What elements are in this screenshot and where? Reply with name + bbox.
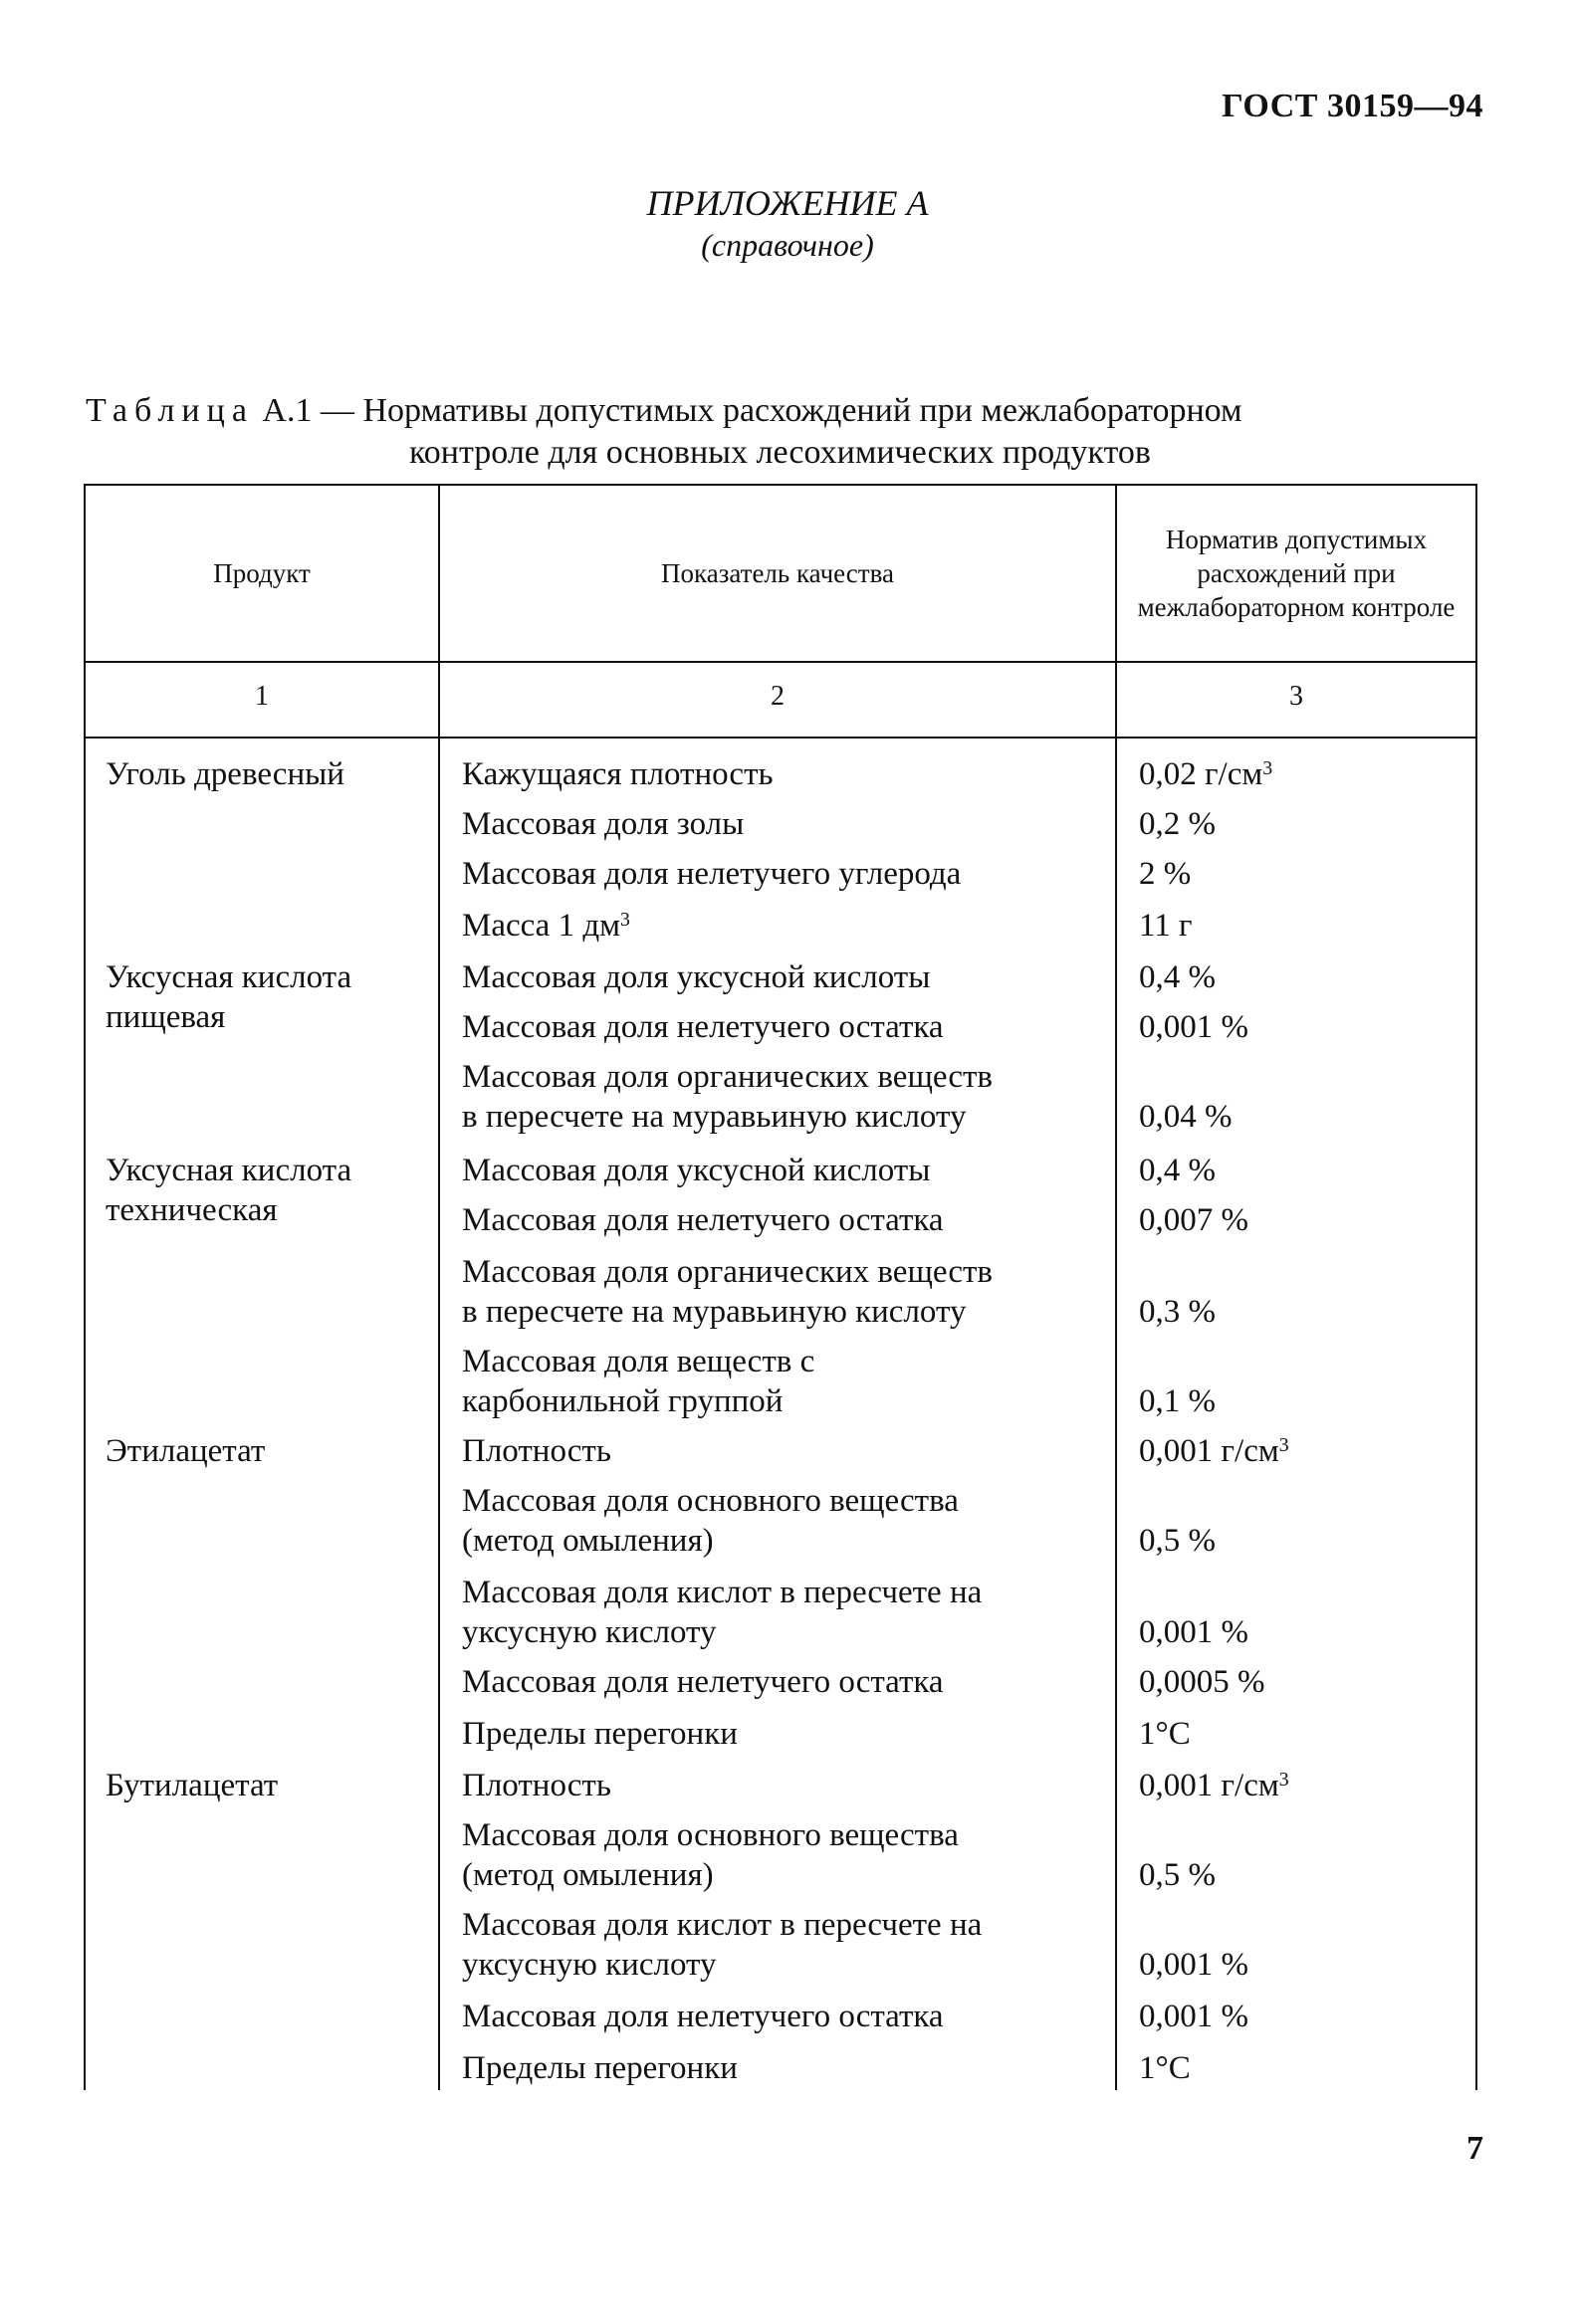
indicator-line: Кажущаяся плотность [462,756,774,792]
norms-table [84,484,1477,2090]
indicator-line: Массовая доля нелетучего остатка [462,1999,944,2034]
product-label: техническая [106,1192,278,1228]
col-line-right [1475,484,1477,2090]
product-label: Этилацетат [106,1433,266,1469]
product-label: Бутилацетат [106,1768,279,1803]
norm-text: 0,02 г/см [1139,756,1263,792]
standard-code: ГОСТ 30159—94 [1222,88,1483,124]
header-divider [84,661,1477,663]
indicator-line: (метод омыления) [462,1857,714,1893]
col-line-1 [438,484,440,2090]
col-line-2 [1115,484,1117,2090]
indicator-line: Массовая доля нелетучего углерода [462,856,962,892]
column-number-3: 3 [1289,681,1303,712]
norm-value: 0,0005 % [1139,1664,1265,1700]
norm-value: 0,3 % [1139,1294,1216,1330]
caption-label: Таблица [86,392,254,429]
product-label: Уксусная кислота [106,1153,352,1188]
indicator-line: Массовая доля органических веществ [462,1059,993,1095]
indicator-line: Массовая доля нелетучего остатка [462,1664,944,1700]
indicator-line [462,906,630,946]
column-number-2: 2 [771,681,785,712]
norm-value: 0,001 % [1139,1009,1248,1045]
norm-value: 0,001 % [1139,1947,1248,1983]
numbers-divider [84,737,1477,739]
norm-value: 0,4 % [1139,1153,1216,1188]
table-caption [86,390,1499,474]
indicator-line: Массовая доля кислот в пересчете на [462,1575,983,1610]
superscript: 3 [1278,1769,1289,1791]
indicator-line: уксусную кислоту [462,1947,717,1983]
indicator-line: Массовая доля нелетучего остатка [462,1009,944,1045]
norm-value: 0,1 % [1139,1383,1216,1419]
indicator-line: Пределы перегонки [462,1716,738,1752]
norm-value: 0,007 % [1139,1202,1248,1238]
superscript: 3 [1262,757,1273,779]
product-label: Уксусная кислота [106,959,352,995]
norm-value: 0,5 % [1139,1857,1216,1893]
page-number: 7 [1466,2130,1483,2167]
indicator-line: уксусную кислоту [462,1614,717,1650]
appendix-title: ПРИЛОЖЕНИЕ А [646,183,929,223]
caption-title: А.1 — Нормативы допустимых расхождений при межлабораторном [262,392,1242,429]
norm-text: 0,001 г/см [1139,1433,1279,1469]
col-line-left [84,484,86,2090]
indicator-line: Массовая доля уксусной кислоты [462,1153,931,1188]
indicator-line: Массовая доля основного вещества [462,1483,959,1519]
header-norm: Норматив допустимых расхождений при межлабораторном контроле [1137,525,1456,622]
norm-value: 0,2 % [1139,806,1216,842]
norm-value [1139,1766,1289,1805]
header-product: Продукт [213,558,311,588]
column-number-1: 1 [255,681,269,712]
indicator-line: Массовая доля основного вещества [462,1817,959,1853]
header-indicator: Показатель качества [661,558,894,588]
indicator-text: Масса 1 дм [462,908,621,944]
superscript: 3 [620,909,630,931]
indicator-line: Массовая доля органических веществ [462,1254,993,1290]
appendix-heading [0,181,1575,265]
indicator-line: карбонильной группой [462,1383,784,1419]
norm-value: 0,5 % [1139,1523,1216,1559]
norm-text: 0,001 г/см [1139,1768,1279,1803]
indicator-line: Пределы перегонки [462,2050,738,2086]
caption-title-line2: контроле для основных лесохимических продуктов [409,434,1151,471]
indicator-line: Плотность [462,1768,611,1803]
appendix-type: (справочное) [701,227,874,263]
product-label: Уголь древесный [106,756,344,792]
norm-value [1139,1431,1289,1471]
norm-value: 0,001 % [1139,1614,1248,1650]
superscript: 3 [1278,1434,1289,1456]
indicator-line: Массовая доля уксусной кислоты [462,959,931,995]
indicator-line: в пересчете на муравьиную кислоту [462,1294,967,1330]
norm-value: 1°C [1139,1716,1191,1752]
norm-value: 0,4 % [1139,959,1216,995]
indicator-line: Массовая доля золы [462,806,745,842]
indicator-line: Массовая доля кислот в пересчете на [462,1907,983,1943]
norm-value: 1°C [1139,2050,1191,2086]
indicator-line: Плотность [462,1433,611,1469]
indicator-line: Массовая доля веществ с [462,1344,815,1379]
norm-value: 0,001 % [1139,1999,1248,2034]
indicator-line: в пересчете на муравьиную кислоту [462,1099,967,1135]
norm-value: 11 г [1139,908,1193,944]
norm-value: 0,04 % [1139,1099,1233,1135]
norm-value [1139,754,1272,794]
indicator-line: (метод омыления) [462,1523,714,1559]
indicator-line: Массовая доля нелетучего остатка [462,1202,944,1238]
product-label: пищевая [106,999,226,1035]
norm-value: 2 % [1139,856,1192,892]
